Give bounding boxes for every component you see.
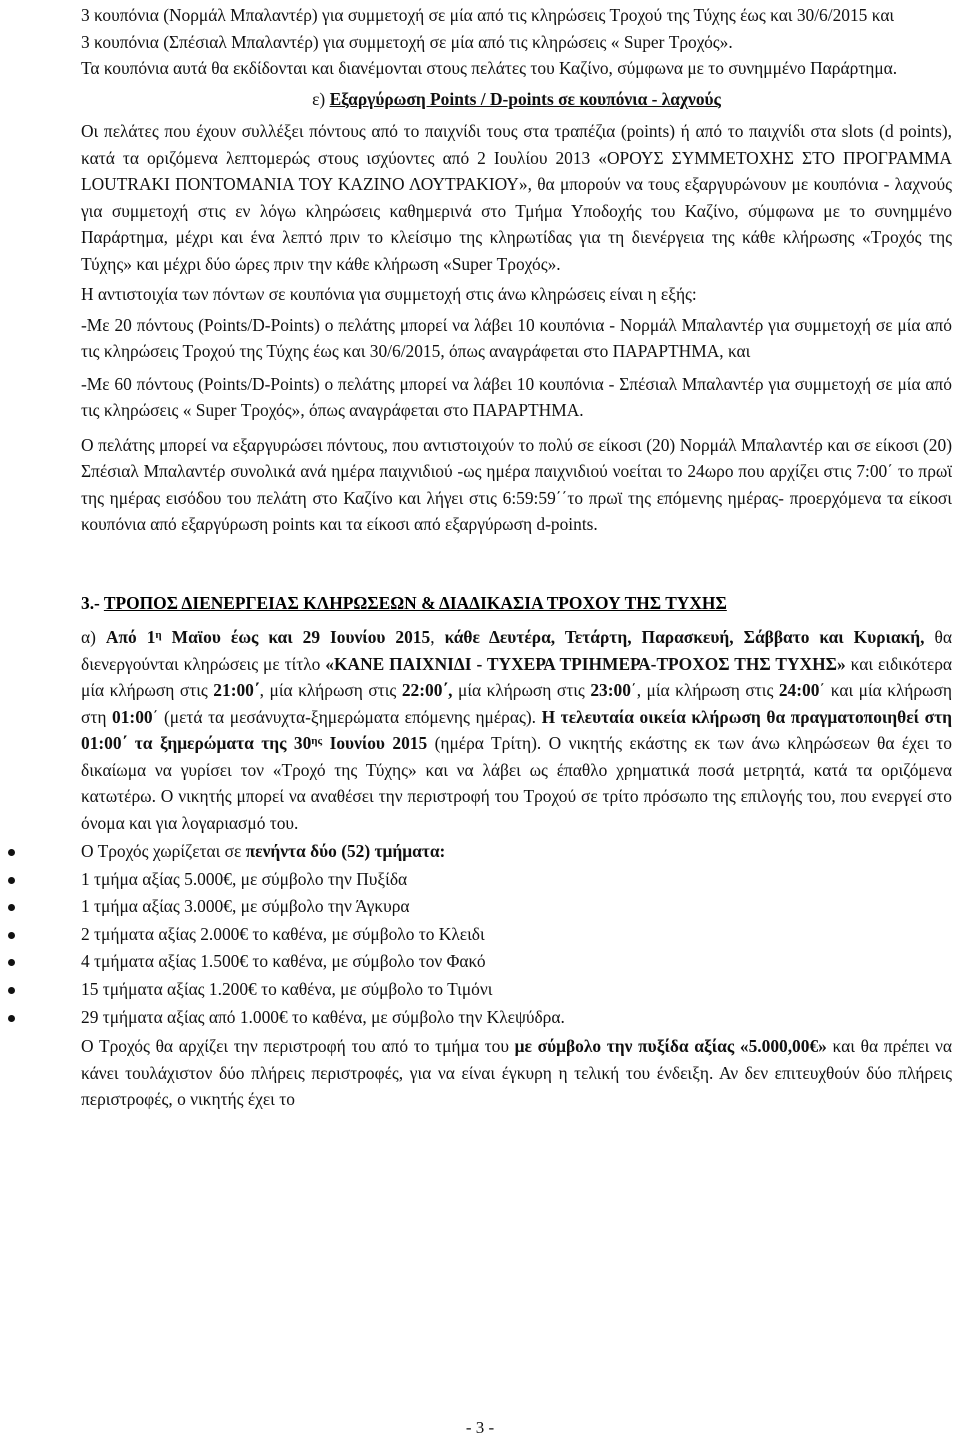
section-3-heading <box>81 590 952 617</box>
list-item <box>81 866 952 894</box>
bullet-icon <box>8 904 15 911</box>
list-item <box>81 976 952 1004</box>
para-a-sup-2: ης <box>311 735 323 747</box>
page-number: - 3 - <box>465 1418 495 1437</box>
section-e-para-3: -Με 20 πόντους (Points/D-Points) ο πελάτης μπορεί να λάβει 10 κουπόνια - Νορμάλ Μπαλαντέρ για συμμετοχή σε μία από τις κληρώσεις Τροχού της Τύχης έως και 30/6/2015, όπως αναγράφεται στο ΠΑΡΑΡΤΗΜΑ, και <box>81 314 952 361</box>
intro-line-3: Τα κουπόνια αυτά θα εκδίδονται και διανέμονται στους πελάτες του Καζίνο, σύμφωνα με το συνημμένο Παράρτημα. <box>81 58 898 78</box>
section-e-heading <box>81 86 952 113</box>
list-item-text: 1 τμήμα αξίας 3.000€, με σύμβολο την Άγκυρα <box>81 896 410 917</box>
section-e-para-2: Η αντιστοιχία των πόντων σε κουπόνια για συμμετοχή στις άνω κληρώσεις είναι η εξής: <box>81 284 697 304</box>
para-a-bold-4: «ΚΑΝΕ ΠΑΙΧΝΙΔΙ - ΤΥΧΕΡΑ ΤΡΙΗΜΕΡΑ-ΤΡΟΧΟΣ ΤΗΣ ΤΥΧΗΣ» <box>325 653 846 674</box>
para-a-prefix: α) <box>81 627 106 647</box>
para-a-bold-2: Μαϊου έως και 29 Ιουνίου 2015 <box>161 627 431 647</box>
para-a-bold-3: κάθε Δευτέρα, Τετάρτη, Παρασκευή, Σάββατο και Κυριακή, <box>444 627 925 647</box>
para-a-text-9: (ημέρα Τρίτη). Ο νικητής εκάστης εκ των άνω κληρώσεων θα έχει το δικαίωμα να γυρίσει τον «Τροχό της Τύχης» και να λάβει ως έπαθλο χρηματικά ποσά μετρητά, κατά τα οριζόμενα κατωτέρω. Ο νικητής μπορεί να αναθέσει την περιστροφή του Τροχού σε τρίτο πρόσωπο της επιλογής του, που ενεργεί στο όνομα και για λογαριασμό του. <box>81 733 952 833</box>
list-item <box>81 893 952 921</box>
para-a-text-2: θα διενεργούνται κληρώσεις με τίτλο <box>81 627 952 674</box>
para-a-sup-1: η <box>155 629 162 641</box>
bullet-icon <box>8 1015 15 1022</box>
para-a-text-4: , μία κλήρωση στις <box>259 680 402 700</box>
section-3-para-a <box>81 624 952 836</box>
list-item <box>81 948 952 976</box>
para-a-text-7: ΄ και μία κλήρωση στη <box>81 680 952 727</box>
final-text-1: Ο Τροχός θα αρχίζει την περιστροφή του από το τμήμα του <box>81 1036 515 1057</box>
bullet-icon <box>8 849 15 856</box>
para-a-text-8: ΄ (μετά τα μεσάνυχτα-ξημερώματα επόμενης ημέρας). <box>152 706 542 727</box>
list-item-text: 2 τμήματα αξίας 2.000€ το καθένα, με σύμβολο το Κλειδι <box>81 923 485 944</box>
para-a-text-1: , <box>430 627 445 647</box>
intro-line-2: 3 κουπόνια (Σπέσιαλ Μπαλαντέρ) για συμμετοχή σε μία από τις κληρώσεις « Super Τροχός». <box>81 31 733 52</box>
para-a-bold-9: 01:00 <box>112 706 153 727</box>
section-e-para-4: -Με 60 πόντους (Points/D-Points) ο πελάτης μπορεί να λάβει 10 κουπόνια - Σπέσιαλ Μπαλαντέρ για συμμετοχή σε μία από τις κληρώσεις « Super Τροχός», όπως αναγράφεται στο ΠΑΡΑΡΤΗΜΑ. <box>81 373 952 420</box>
list-item-text: 4 τμήματα αξίας 1.500€ το καθένα, με σύμβολο τον Φακό <box>81 951 486 972</box>
section-e-para-5: Ο πελάτης μπορεί να εξαργυρώσει πόντους, που αντιστοιχούν το πολύ σε είκοσι (20) Νορμάλ Μπαλαντέρ και σε είκοσι (20) Σπέσιαλ Μπαλαντέρ συνολικά ανά ημέρα παιχνιδιού -ως ημέρα παιχνιδιού νοείται το 24ωρο που αρχίζει στις 7:00΄ το πρωϊ της ημέρας εισόδου του πελάτη στο Καζίνο και λήγει στις 6:59:59΄΄το πρωϊ της επόμενης ημέρας- προερχόμενα τα είκοσι κουπόνια από εξαργύρωση points και τα είκοσι από εξαργύρωση d-points. <box>81 434 952 534</box>
para-a-text-6: ΄, μία κλήρωση στις <box>630 680 779 700</box>
section-e-para-1: Οι πελάτες που έχουν συλλέξει πόντους από το παιχνίδι τους στα τραπέζια (points) ή από το παιχνίδι στα slots (d points), κατά τα οριζόμενα λεπτομερώς στους ισχύοντες από 2 Ιουλίου 2013 «ΟΡΟΥΣ ΣΥΜΜΕΤΟΧΗΣ ΣΤΟ ΠΡΟΓΡΑΜΜΑ LOUTRAKI ΠΟΝΤΟΜΑΝΙΑ ΤΟΥ ΚΑΖΙΝΟ ΛΟΥΤΡΑΚΙΟΥ», θα μπορούν να τους εξαργυρώνουν με κουπόνια - λαχνούς για συμμετοχή στις εν λόγω κληρώσεις καθημερινά στο Τμήμα Υποδοχής του Καζίνο, σύμφωνα με το συνημμένο Παράρτημα, μέχρι και ένα λεπτό πριν το κλείσιμο της κληρωτίδας για τη διενέργεια της κάθε κλήρωσης «Τροχός της Τύχης» και μέχρι δύο ώρες πριν την κάθε κλήρωση «Super Τροχός». <box>81 121 952 274</box>
section-3-title: ΤΡΟΠΟΣ ΔΙΕΝΕΡΓΕΙΑΣ ΚΛΗΡΩΣΕΩΝ & ΔΙΑΔΙΚΑΣΙΑ ΤΡΟΧΟΥ ΤΗΣ ΤΥΧΗΣ <box>103 592 727 613</box>
list-item-bold: πενήντα δύο (52) τμήματα: <box>245 841 446 861</box>
intro-line-1: 3 κουπόνια (Νορμάλ Μπαλαντέρ) για συμμετοχή σε μία από τις κληρώσεις Τροχού της Τύχης έως και 30/6/2015 και <box>81 5 895 25</box>
list-item-text: Ο Τροχός χωρίζεται σε <box>81 841 246 861</box>
para-a-bold-6: 22:00΄, <box>401 680 453 700</box>
para-a-bold-7: 23:00 <box>590 680 631 700</box>
list-item <box>81 1004 952 1032</box>
para-a-bold-10: Η τελευταία οικεία κλήρωση θα πραγματοποιηθεί στη 01:00΄ τα ξημερώματα της 30 <box>81 706 952 753</box>
list-item <box>81 838 952 866</box>
para-a-bold-8: 24:00 <box>778 680 820 700</box>
para-a-bold-1: Από 1 <box>105 627 156 647</box>
section-e-title: Εξαργύρωση Points / D-points σε κουπόνια - λαχνούς <box>329 88 721 109</box>
para-a-bold-5: 21:00΄ <box>213 680 260 700</box>
list-item-text: 1 τμήμα αξίας 5.000€, με σύμβολο την Πυξίδα <box>81 868 408 889</box>
bullet-icon <box>8 987 15 994</box>
section-3-number: 3.- <box>81 592 104 613</box>
list-item-text: 15 τμήματα αξίας 1.200€ το καθένα, με σύμβολο το Τιμόνι <box>81 978 493 999</box>
list-item-text: 29 τμήματα αξίας από 1.000€ το καθένα, με σύμβολο την Κλεψύδρα. <box>81 1006 565 1027</box>
para-a-text-3: και ειδικότερα μία κλήρωση στις <box>81 653 952 700</box>
bullet-icon <box>8 932 15 939</box>
final-bold-1: με σύμβολο την πυξίδα αξίας «5.000,00€» <box>514 1036 827 1057</box>
para-a-bold-11: Ιουνίου 2015 <box>322 733 428 753</box>
section-e-prefix: ε) <box>312 88 330 109</box>
bullet-icon <box>8 877 15 884</box>
section-3-final-para <box>81 1033 952 1113</box>
para-a-text-5: μία κλήρωση στις <box>452 680 591 700</box>
list-item <box>81 921 952 949</box>
final-text-2: και θα πρέπει να κάνει τουλάχιστον δύο πλήρεις περιστροφές, για να είναι έγκυρη η τελική του ένδειξη. Αν δεν επιτευχθούν δύο πλήρεις περιστροφές, ο νικητής έχει το <box>81 1036 952 1110</box>
wheel-segments-list <box>81 838 952 1031</box>
bullet-icon <box>8 959 15 966</box>
